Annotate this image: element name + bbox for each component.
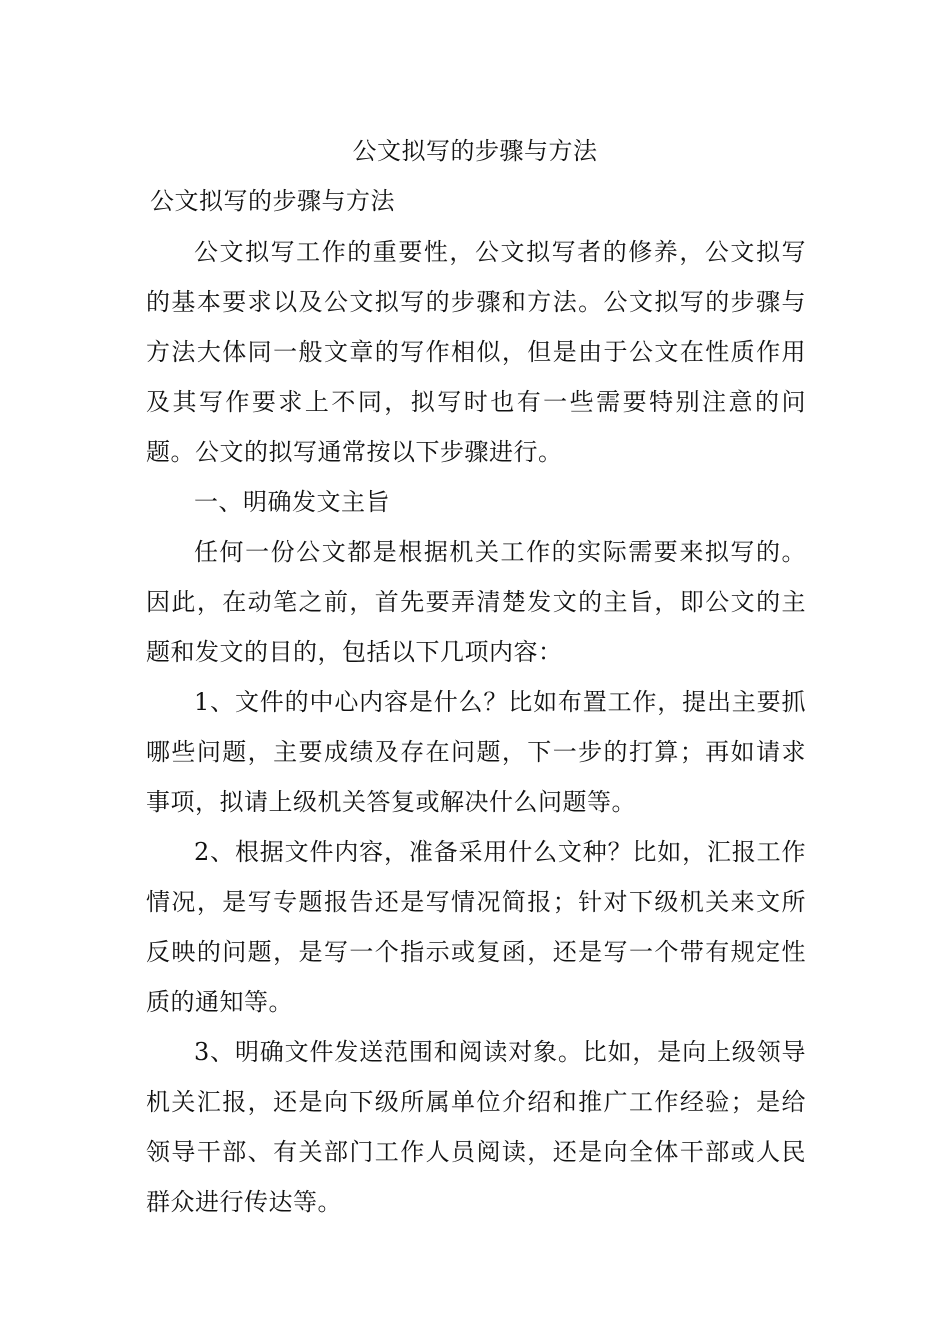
paragraph-purpose: 任何一份公文都是根据机关工作的实际需要来拟写的。因此，在动笔之前，首先要弄清楚发文的主旨，即公文的主题和发文的目的，包括以下几项内容： — [146, 538, 806, 666]
list-item-1: 1、文件的中心内容是什么？比如布置工作，提出主要抓哪些问题，主要成绩及存在问题，下一步的打算；再如请求事项，拟请上级机关答复或解决什么问题等。 — [146, 688, 806, 816]
list-item-2: 2、根据文件内容，准备采用什么文种？比如，汇报工作情况，是写专题报告还是写情况简报；针对下级机关来文所反映的问题，是写一个指示或复函，还是写一个带有规定性质的通知等。 — [146, 838, 806, 1016]
document-title: 公文拟写的步骤与方法 — [352, 137, 598, 165]
document-body — [146, 227, 806, 1227]
paragraph-intro: 公文拟写工作的重要性，公文拟写者的修养，公文拟写的基本要求以及公文拟写的步骤和方法。公文拟写的步骤与方法大体同一般文章的写作相似，但是由于公文在性质作用及其写作要求上不同，拟写时也有一些需要特别注意的问题。公文的拟写通常按以下步骤进行。 — [146, 238, 806, 466]
list-item-3: 3、明确文件发送范围和阅读对象。比如，是向上级领导机关汇报，还是向下级所属单位介绍和推广工作经验；是给领导干部、有关部门工作人员阅读，还是向全体干部或人民群众进行传达等。 — [146, 1038, 806, 1216]
document-subtitle: 公文拟写的步骤与方法 — [150, 187, 395, 215]
section-heading-1: 一、明确发文主旨 — [194, 488, 390, 516]
